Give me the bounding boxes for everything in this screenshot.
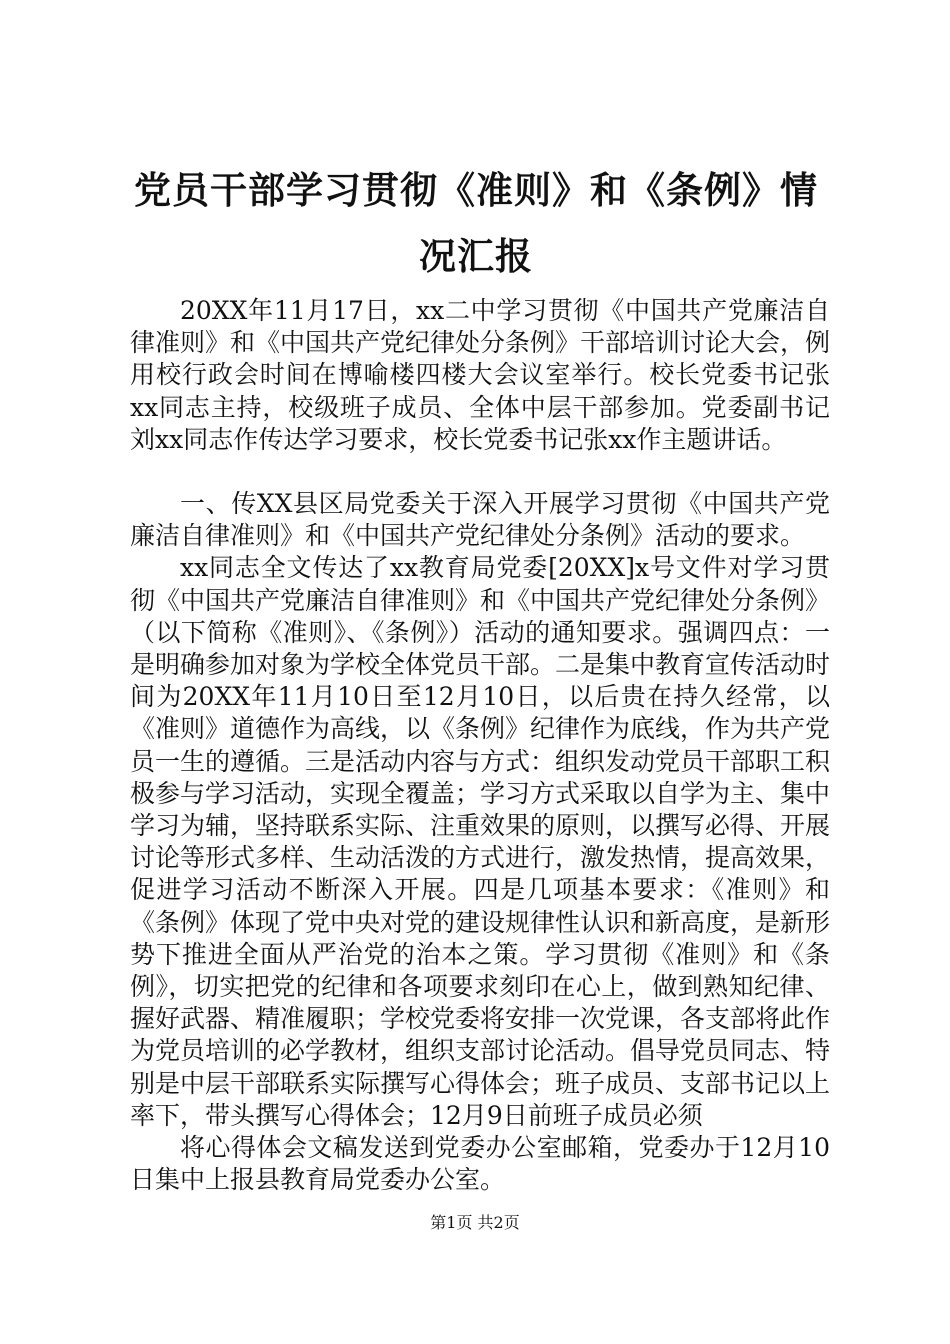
document-title: 党员干部学习贯彻《准则》和《条例》情况汇报 xyxy=(134,169,818,278)
paragraph-closing: 将心得体会文稿发送到党委办公室邮箱，党委办于12月10日集中上报县教育局党委办公室。 xyxy=(130,1133,830,1195)
paragraph-details: xx同志全文传达了xx教育局党委[20XX]x号文件对学习贯彻《中国共产党廉洁自律准则》和《中国共产党纪律处分条例》（以下简称《准则》、《条例》）活动的通知要求。强调四点：一是明确参加对象为学校全体党员干部。二是集中教育宣传活动时间为20XX年11月10日至12月10日，以后贵在持久经常，以《准则》道德作为高线，以《条例》纪律作为底线，作为共产党员一生的遵循。三是活动内容与方式：组织发动党员干部职工积极参与学习活动，实现全覆盖；学习方式采取以自学为主、集中学习为辅，坚持联系实际、注重效果的原则，以撰写必得、开展讨论等形式多样、生动活泼的方式进行，激发热情，提高效果，促进学习活动不断深入开展。四是几项基本要求：《准则》和《条例》体现了党中央对党的建设规律性认识和新高度，是新形势下推进全面从严治党的治本之策。学习贯彻《准则》和《条例》，切实把党的纪律和各项要求刻印在心上，做到熟知纪律、握好武器、精准履职；学校党委将安排一次党课，各支部将此作为党员培训的必学教材，组织支部讨论活动。倡导党员同志、特别是中层干部联系实际撰写心得体会；班子成员、支部书记以上率下，带头撰写心得体会；12月9日前班子成员必须 xyxy=(130,553,831,1130)
page-footer: 第1页 共2页 xyxy=(430,1213,520,1232)
document-body xyxy=(130,295,830,1196)
paragraph-intro: 20XX年11月17日，xx二中学习贯彻《中国共产党廉洁自律准则》和《中国共产党纪律处分条例》干部培训讨论大会，例用校行政会时间在博喻楼四楼大会议室举行。校长党委书记张xx同志主持，校级班子成员、全体中层干部参加。党委副书记刘xx同志作传达学习要求，校长党委书记张xx作主题讲话。 xyxy=(130,296,831,454)
paragraph-section-heading: 一、传XX县区局党委关于深入开展学习贯彻《中国共产党廉洁自律准则》和《中国共产党纪律处分条例》活动的要求。 xyxy=(130,489,830,551)
